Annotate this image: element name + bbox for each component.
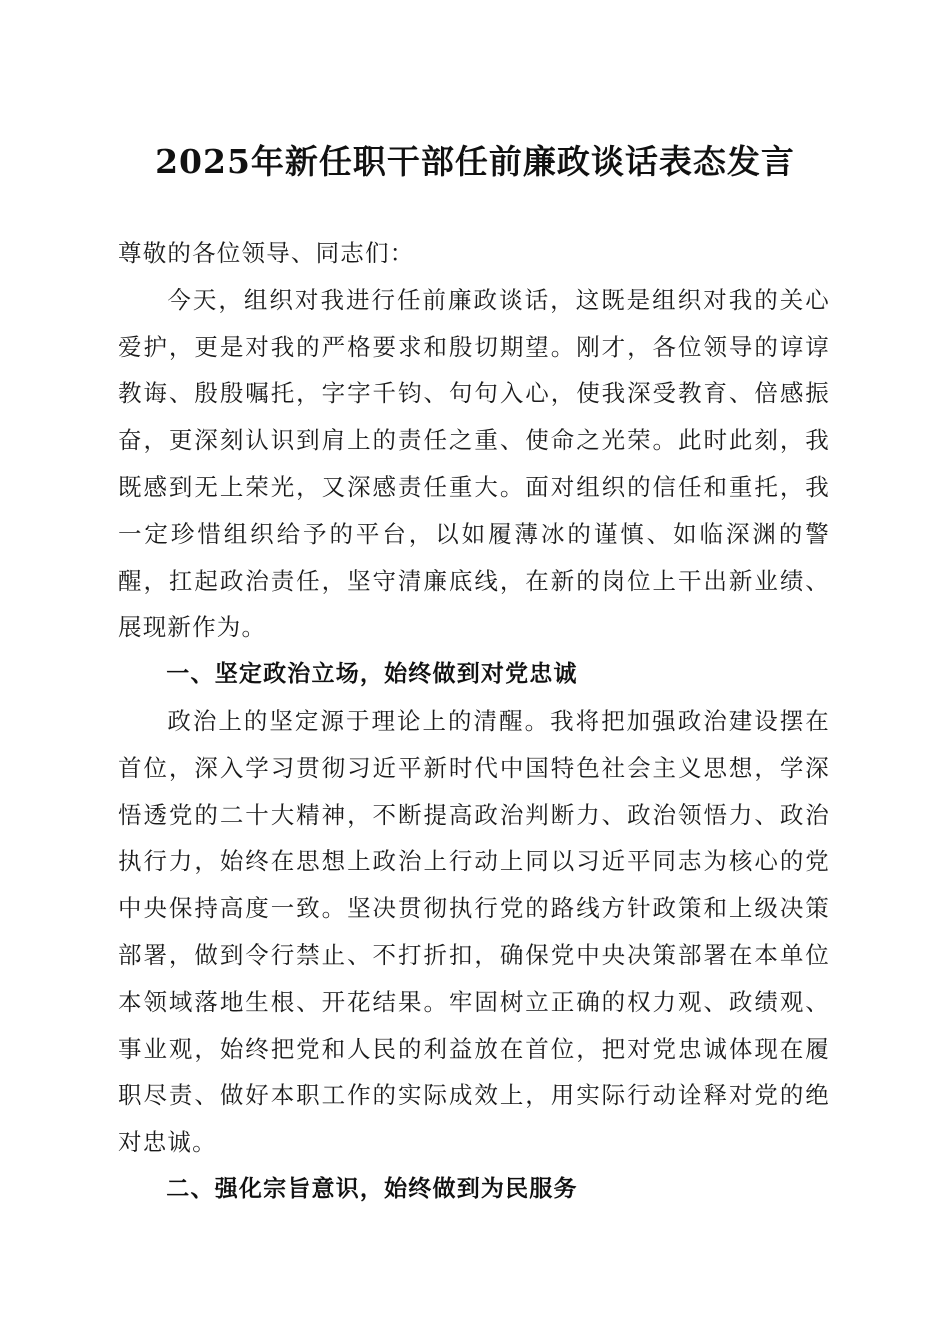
section-paragraph-1: 政治上的坚定源于理论上的清醒。我将把加强政治建设摆在首位，深入学习贯彻习近平新时代中国特色社会主义思想，学深悟透党的二十大精神，不断提高政治判断力、政治领悟力、政治执行力，始终在思想上政治上行动上同以习近平同志为核心的党中央保持高度一致。坚决贯彻执行党的路线方针政策和上级决策部署，做到令行禁止、不打折扣，确保党中央决策部署在本单位本领域落地生根、开花结果。牢固树立正确的权力观、政绩观、事业观，始终把党和人民的利益放在首位，把对党忠诚体现在履职尽责、做好本职工作的实际成效上，用实际行动诠释对党的绝对忠诚。 <box>118 706 830 1157</box>
document-body <box>118 230 830 1213</box>
document-title: 2025年新任职干部任前廉政谈话表态发言 <box>155 142 795 181</box>
salutation: 尊敬的各位领导、同志们： <box>118 239 415 267</box>
intro-paragraph: 今天，组织对我进行任前廉政谈话，这既是组织对我的关心爱护，更是对我的严格要求和殷切期望。刚才，各位领导的谆谆教诲、殷殷嘱托，字字千钧、句句入心，使我深受教育、倍感振奋，更深刻认识到肩上的责任之重、使命之光荣。此时此刻，我既感到无上荣光，又深感责任重大。面对组织的信任和重托，我一定珍惜组织给予的平台，以如履薄冰的谨慎、如临深渊的警醒，扛起政治责任，坚守清廉底线，在新的岗位上干出新业绩、展现新作为。 <box>118 285 830 642</box>
section-heading-2: 二、强化宗旨意识，始终做到为民服务 <box>166 1175 578 1202</box>
section-heading-1: 一、坚定政治立场，始终做到对党忠诚 <box>166 661 578 688</box>
